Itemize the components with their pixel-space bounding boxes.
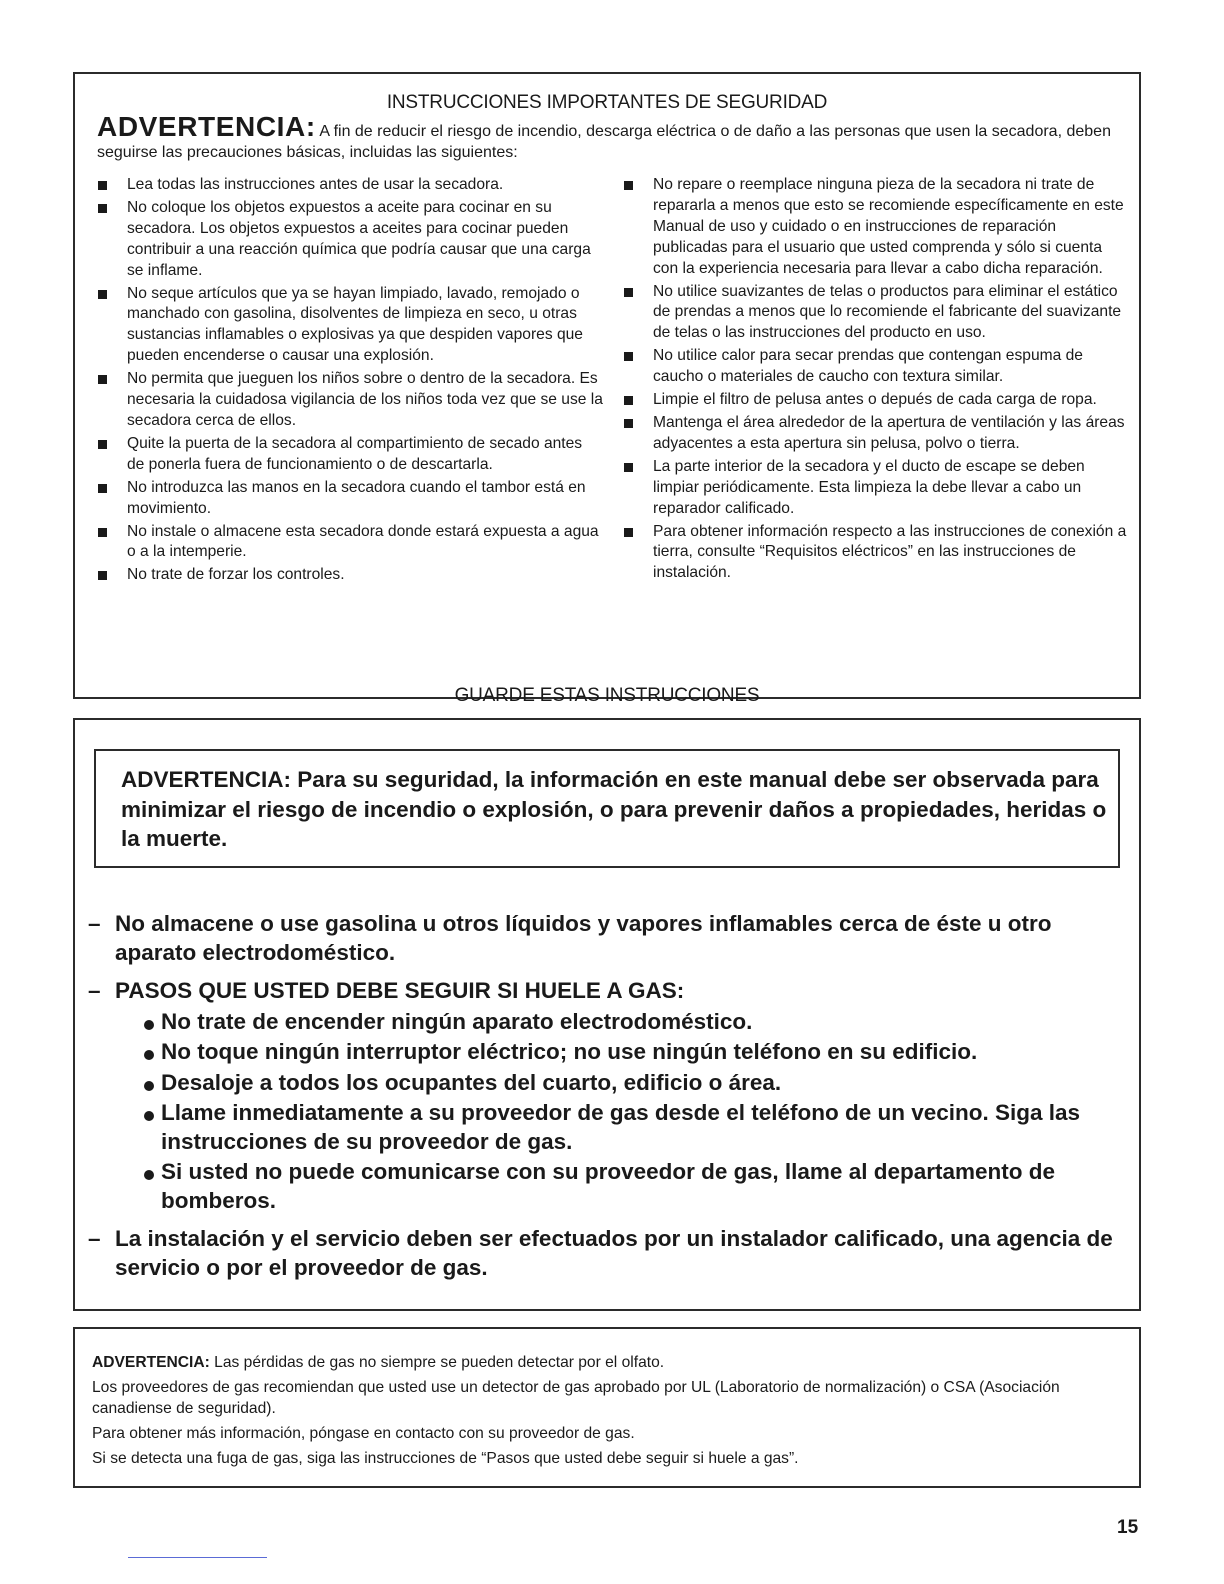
danger-item-no-store (88, 910, 1128, 967)
gas-step (115, 1008, 1128, 1037)
safety-instructions-box (73, 72, 1141, 706)
gas-step-text: No toque ningún interruptor eléctrico; no use ningún teléfono en su edificio. (161, 1039, 978, 1064)
save-instructions-footer: GUARDE ESTAS INSTRUCCIONES (454, 685, 760, 706)
gas-steps-list (115, 1008, 1128, 1216)
dash-marker: – (88, 911, 101, 936)
list-item: No seque artículos que ya se hayan limpiado, lavado, remojado o manchado con gasolina, disolventes de limpieza en seco, u otras sustancias inflamables o explosivas ya que despiden vapores que pueden encenderse o causar una explosión. (98, 284, 603, 368)
gas-step-text: No trate de encender ningún aparato electrodoméstico. (161, 1008, 753, 1034)
danger-item-installation (88, 1225, 1128, 1282)
gas-leak-warning-box (73, 1327, 1141, 1488)
list-item: No trate de forzar los controles. (98, 565, 603, 586)
gas-leak-line: Para obtener más información, póngase en contacto con su proveedor de gas. (92, 1425, 635, 1442)
dash-marker: – (88, 1226, 101, 1251)
gas-step-text: Llame inmediatamente a su proveedor de gas desde el teléfono de un vecino. Siga las instrucciones de su proveedor de gas. (161, 1100, 1081, 1154)
list-item: No introduzca las manos en la secadora cuando el tambor está en movimiento. (98, 478, 603, 520)
bullet-icon (144, 1170, 154, 1180)
safety-title: INSTRUCCIONES IMPORTANTES DE SEGURIDAD (386, 92, 828, 113)
bullet-icon (144, 1050, 154, 1060)
right-precautions-list (624, 175, 1129, 586)
safety-intro (97, 111, 1127, 163)
bullet-icon (144, 1081, 154, 1091)
gas-step (115, 1099, 1128, 1156)
list-item: No utilice calor para secar prendas que contengan espuma de caucho o materiales de caucho con textura similar. (624, 346, 1129, 388)
footer-divider (128, 1557, 267, 1558)
danger-warning-text: ADVERTENCIA: Para su seguridad, la información en este manual debe ser observada para minimizar el riesgo de incendio o explosión, o para prevenir daños a propiedades, heridas o la muerte. (121, 767, 1107, 851)
danger-item-text: No almacene o use gasolina u otros líquidos y vapores inflamables cerca de éste u otro aparato electrodoméstico. (115, 911, 1052, 965)
dash-marker: – (88, 978, 101, 1003)
gas-step (115, 1038, 1128, 1067)
warning-word: ADVERTENCIA: (97, 111, 316, 142)
list-item: Lea todas las instrucciones antes de usar la secadora. (98, 175, 603, 196)
list-item: Para obtener información respecto a las instrucciones de conexión a tierra, consulte “Requisitos eléctricos” en las instrucciones de instalación. (624, 522, 1129, 585)
bullet-icon (144, 1020, 154, 1030)
gas-leak-line: Los proveedores de gas recomiendan que usted use un detector de gas aprobado por UL (Laboratorio de normalización) o CSA (Asociación canadiense de seguridad). (92, 1379, 1060, 1417)
list-item: La parte interior de la secadora y el ducto de escape se deben limpiar periódicamente. Esta limpieza la debe llevar a cabo un reparador calificado. (624, 457, 1129, 520)
danger-item-gas-steps (88, 977, 1128, 1215)
list-item: No instale o almacene esta secadora donde estará expuesta a agua o a la intemperie. (98, 522, 603, 564)
list-item: Quite la puerta de la secadora al compartimiento de secado antes de ponerla fuera de funcionamiento o de descartarla. (98, 434, 603, 476)
gas-step-text: Si usted no puede comunicarse con su proveedor de gas, llame al departamento de bomberos. (161, 1159, 1055, 1213)
gas-leak-line: Si se detecta una fuga de gas, siga las instrucciones de “Pasos que usted debe seguir si huele a gas”. (92, 1450, 799, 1467)
danger-box (73, 718, 1141, 1311)
gas-step-text: Desaloje a todos los ocupantes del cuarto, edificio o área. (161, 1069, 782, 1095)
gas-warning-label: ADVERTENCIA: (92, 1354, 210, 1371)
intro-text: A fin de reducir el riesgo de incendio, descarga eléctrica o de daño a las personas que usen la secadora, deben seguirse las precauciones básicas, incluidas las siguientes: (97, 123, 1111, 161)
list-item: No permita que jueguen los niños sobre o dentro de la secadora. Es necesaria la cuidadosa vigilancia de los niños toda vez que se use la secadora cerca de ellos. (98, 369, 603, 432)
gas-leak-text (92, 1352, 1122, 1473)
danger-list (88, 910, 1128, 1292)
list-item: No coloque los objetos expuestos a aceite para cocinar en su secadora. Los objetos expuestos a aceites para cocinar pueden contribuir a una reacción química que podría causar que una carga se inflame. (98, 198, 603, 282)
left-precautions-list (98, 175, 603, 588)
list-item: Mantenga el área alrededor de la apertura de ventilación y las áreas adyacentes a esta apertura sin pelusa, polvo o tierra. (624, 413, 1129, 455)
danger-warning-frame (94, 749, 1120, 868)
gas-step (115, 1158, 1128, 1215)
list-item: No utilice suavizantes de telas o productos para eliminar el estático de prendas a menos que lo recomiende el fabricante del suavizante de telas o las instrucciones del producto en uso. (624, 282, 1129, 345)
list-item: Limpie el filtro de pelusa antes o depués de cada carga de ropa. (624, 390, 1129, 411)
gas-steps-heading: PASOS QUE USTED DEBE SEGUIR SI HUELE A GAS: (115, 978, 685, 1003)
gas-leak-line (92, 1352, 1122, 1373)
bullet-icon (144, 1111, 154, 1121)
gas-step (115, 1069, 1128, 1098)
danger-item-text: La instalación y el servicio deben ser efectuados por un instalador calificado, una agencia de servicio o por el proveedor de gas. (115, 1226, 1113, 1280)
gas-warning-text: Las pérdidas de gas no siempre se pueden detectar por el olfato. (214, 1354, 665, 1371)
page-number: 15 (1117, 1517, 1139, 1538)
list-item: No repare o reemplace ninguna pieza de la secadora ni trate de repararla a menos que esto se recomiende específicamente en este Manual de uso y cuidado o en instrucciones de reparación publicadas para el usuario que usted comprenda y sólo si cuenta con la experiencia necesaria para llevar a cabo dicha reparación. (624, 175, 1129, 280)
